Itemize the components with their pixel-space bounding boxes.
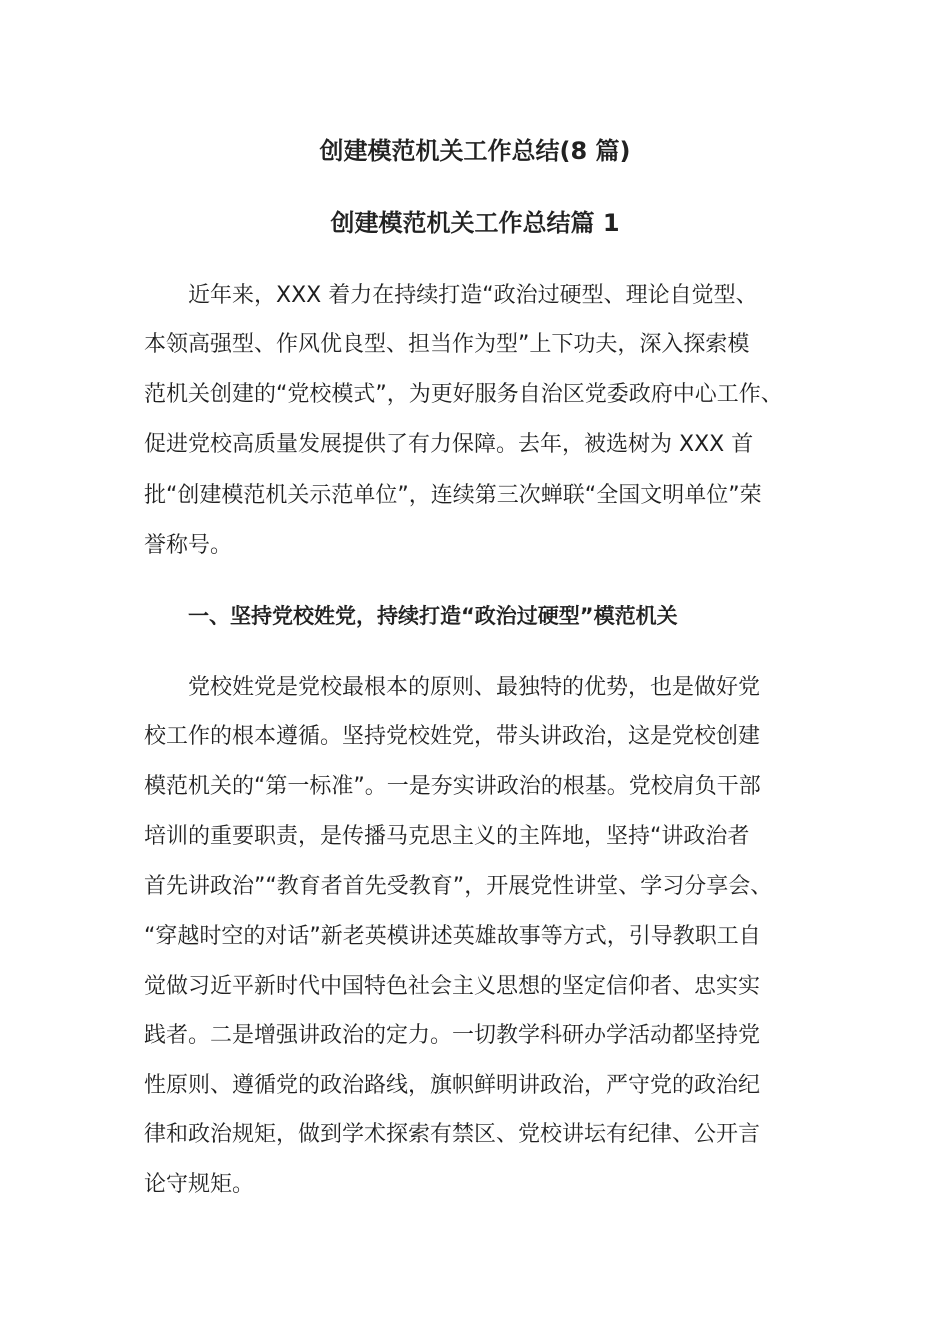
paragraph-line: 践者。二是增强讲政治的定力。一切教学科研办学活动都坚持党 — [144, 1023, 761, 1048]
paragraph-line: 觉做习近平新时代中国特色社会主义思想的坚定信仰者、忠实实 — [144, 974, 761, 999]
document-title: 创建模范机关工作总结(8 篇) — [319, 137, 631, 165]
paragraph-line: 促进党校高质量发展提供了有力保障。去年，被选树为 XXX 首 — [144, 432, 754, 457]
paragraph-line: 誉称号。 — [144, 533, 233, 558]
paragraph-line: 范机关创建的“党校模式”，为更好服务自治区党委政府中心工作、 — [144, 382, 783, 407]
section-heading: 一、坚持党校姓党，持续打造“政治过硬型”模范机关 — [188, 604, 678, 628]
paragraph-line: 培训的重要职责，是传播马克思主义的主阵地，坚持“讲政治者 — [144, 824, 750, 849]
paragraph-line: 近年来，XXX 着力在持续打造“政治过硬型、理论自觉型、 — [188, 283, 758, 308]
paragraph-line: 首先讲政治”“教育者首先受教育”，开展党性讲堂、学习分享会、 — [144, 874, 773, 899]
paragraph-line: 论守规矩。 — [144, 1172, 255, 1197]
paragraph-line: “穿越时空的对话”新老英模讲述英雄故事等方式，引导教职工自 — [144, 924, 761, 949]
document-subtitle: 创建模范机关工作总结篇 1 — [330, 209, 620, 237]
paragraph-line: 本领高强型、作风优良型、担当作为型”上下功夫，深入探索模 — [144, 332, 750, 357]
paragraph-line: 批“创建模范机关示范单位”，连续第三次蝉联“全国文明单位”荣 — [144, 483, 762, 508]
paragraph-line: 校工作的根本遵循。坚持党校姓党，带头讲政治，这是党校创建 — [144, 724, 761, 749]
paragraph-line: 模范机关的“第一标准”。一是夯实讲政治的根基。党校肩负干部 — [144, 774, 761, 799]
paragraph-line: 党校姓党是党校最根本的原则、最独特的优势，也是做好党 — [188, 675, 761, 700]
paragraph-line: 性原则、遵循党的政治路线，旗帜鲜明讲政治，严守党的政治纪 — [144, 1073, 761, 1098]
paragraph-line: 律和政治规矩，做到学术探索有禁区、党校讲坛有纪律、公开言 — [144, 1122, 761, 1147]
